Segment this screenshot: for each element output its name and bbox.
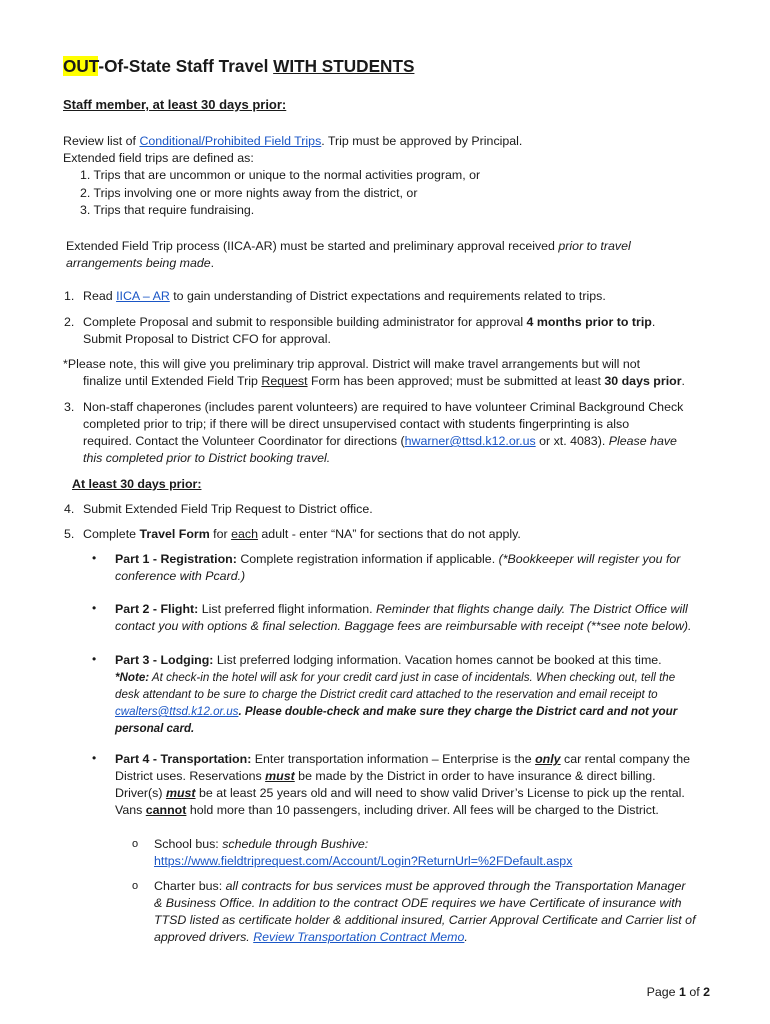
step-3-line-2: completed prior to trip; if there will be direct unsupervised contact with students fingerprinting is also xyxy=(83,417,630,431)
part-3-line-4 xyxy=(115,703,677,720)
page-title xyxy=(63,56,414,77)
part-4-line-1 xyxy=(115,751,690,768)
part-4-text: Vans xyxy=(115,803,146,817)
step-3-line-1: Non-staff chaperones (includes parent volunteers) are required to have volunteer Criminal Background Check xyxy=(83,400,684,414)
title-highlight: OUT xyxy=(63,56,99,76)
part-4-text: be at least 25 years old and will need to show valid Driver’s License to pick up the rental. xyxy=(195,786,685,800)
school-bus-line-2 xyxy=(154,853,572,870)
charter-bus-line-4 xyxy=(154,929,468,946)
process-text: Extended Field Trip process (IICA-AR) must be started and preliminary approval received xyxy=(66,239,559,253)
step-3-number: 3. xyxy=(64,400,75,414)
part-2-line-1 xyxy=(115,601,688,618)
part-2-line-2: contact you with options & final selection. Baggage fees are reimbursable with receipt (**see note below). xyxy=(115,619,692,633)
charter-bus-line-2: & Business Office. In addition to the contract ODE requires we have Certificate of insurance with xyxy=(154,896,682,910)
step-1 xyxy=(83,288,606,305)
process-line-2 xyxy=(66,255,214,272)
charter-bus-text: Charter bus: xyxy=(154,879,226,893)
definition-item: 3. Trips that require fundraising. xyxy=(80,203,255,217)
step-5-underline: each xyxy=(231,527,258,541)
note-bold: 30 days prior xyxy=(604,374,682,388)
step-5-text: adult - enter “NA” for sections that do not apply. xyxy=(257,527,521,541)
step-3-line-3 xyxy=(83,433,677,450)
title-middle: -Of-State Staff Travel xyxy=(98,56,274,76)
part-4-line-4 xyxy=(115,802,659,819)
part-1-line-1 xyxy=(115,551,680,568)
charter-bus-line-1 xyxy=(154,878,685,895)
cwalters-email-link[interactable]: cwalters@ttsd.k12.or.us xyxy=(115,705,239,718)
school-bus-line-1 xyxy=(154,836,368,853)
bullet-icon: • xyxy=(92,551,97,565)
step-3-line-4: this completed prior to District booking travel. xyxy=(83,451,331,465)
bullet-icon: • xyxy=(92,601,97,615)
part-4-emphasis: cannot xyxy=(145,803,187,817)
charter-bus-italic: approved drivers. xyxy=(154,930,254,944)
part-4-text: hold more than 10 passengers, including driver. All fees will be charged to the District. xyxy=(186,803,659,817)
step-1-pre: Read xyxy=(83,289,117,303)
part-2-italic: Reminder that flights change daily. The District Office will xyxy=(375,602,688,616)
conditional-trips-link[interactable]: Conditional/Prohibited Field Trips xyxy=(139,134,322,148)
part-3-line-1 xyxy=(115,652,662,669)
bullet-icon: • xyxy=(92,751,97,765)
note-text: Form has been approved; must be submitted at least xyxy=(307,374,605,388)
part-3-text: List preferred lodging information. Vacation homes cannot be booked at this time. xyxy=(213,653,662,667)
step-5-text: Complete xyxy=(83,527,140,541)
part-3-line-2 xyxy=(115,669,675,686)
review-line xyxy=(63,133,522,150)
step-5-bold: Travel Form xyxy=(139,527,210,541)
subheading: Staff member, at least 30 days prior: xyxy=(63,97,287,112)
charter-bus-line-3: TTSD listed as certificate holder & additional insured, Carrier Approval Certificate and Carrier list of xyxy=(154,913,696,927)
part-3-line-3: desk attendant to be sure to charge the District credit card attached to the reservation and email receipt to xyxy=(115,688,658,701)
charter-bus-text: . xyxy=(464,930,468,944)
step-2-line-1 xyxy=(83,314,655,331)
part-2-label: Part 2 - Flight: xyxy=(115,602,199,616)
circle-bullet-icon: o xyxy=(132,838,139,850)
step-3-text: required. Contact the Volunteer Coordinator for directions ( xyxy=(83,434,405,448)
part-3-italic: At check-in the hotel will ask for your credit card just in case of incidentals. When checking out, tell the xyxy=(149,671,676,684)
part-1-text: Complete registration information if applicable. xyxy=(236,552,499,566)
note-text: finalize until Extended Field Trip xyxy=(83,374,262,388)
part-3-note-label: *Note: xyxy=(115,671,150,684)
part-4-text: Driver(s) xyxy=(115,786,166,800)
note-line-1: *Please note, this will give you preliminary trip approval. District will make travel arrangements but will not xyxy=(63,357,641,371)
step-2-bold: 4 months prior to trip xyxy=(526,315,652,329)
page-number xyxy=(647,985,710,999)
page-current: 1 xyxy=(678,985,686,999)
part-1-line-2: conference with Pcard.) xyxy=(115,569,246,583)
part-4-text: be made by the District in order to have insurance & direct billing. xyxy=(294,769,656,783)
step-1-number: 1. xyxy=(64,289,75,303)
page-total: 2 xyxy=(703,985,710,999)
part-3-line-5: personal card. xyxy=(115,722,195,735)
part-4-text: District uses. Reservations xyxy=(115,769,266,783)
process-line-1 xyxy=(66,238,631,255)
note-underline: Request xyxy=(261,374,308,388)
part-2-text: List preferred flight information. xyxy=(198,602,376,616)
part-1-italic: (*Bookkeeper will register you for xyxy=(498,552,681,566)
part-4-text: car rental company the xyxy=(560,752,691,766)
bullet-icon: • xyxy=(92,652,97,666)
circle-bullet-icon: o xyxy=(132,880,139,892)
step-2-text: Complete Proposal and submit to responsible building administrator for approval xyxy=(83,315,527,329)
bushive-link[interactable]: https://www.fieldtriprequest.com/Account/Login?ReturnUrl=%2FDefault.aspx xyxy=(154,854,573,868)
part-4-line-2 xyxy=(115,768,656,785)
step-5-text: for xyxy=(209,527,232,541)
review-pre: Review list of xyxy=(63,134,140,148)
process-text: . xyxy=(210,256,215,270)
extended-intro: Extended field trips are defined as: xyxy=(63,151,254,165)
step-5-number: 5. xyxy=(64,527,75,541)
part-1-label: Part 1 - Registration: xyxy=(115,552,237,566)
part-4-emphasis: must xyxy=(265,769,295,783)
page-of: of xyxy=(685,985,704,999)
step-3-italic: Please have xyxy=(608,434,677,448)
at-least-heading: At least 30 days prior: xyxy=(72,477,202,491)
transportation-memo-link[interactable]: Review Transportation Contract Memo xyxy=(253,930,465,944)
step-2-number: 2. xyxy=(64,315,75,329)
part-4-emphasis: must xyxy=(165,786,196,800)
part-4-line-3 xyxy=(115,785,685,802)
part-3-label: Part 3 - Lodging: xyxy=(115,653,214,667)
charter-bus-italic: all contracts for bus services must be approved through the Transportation Manager xyxy=(225,879,686,893)
volunteer-email-link[interactable]: hwarner@ttsd.k12.or.us xyxy=(404,434,536,448)
definition-item: 2. Trips involving one or more nights away from the district, or xyxy=(80,186,418,200)
review-post: . Trip must be approved by Principal. xyxy=(321,134,523,148)
part-4-text: Enter transportation information – Enterprise is the xyxy=(251,752,536,766)
process-italic: prior to travel xyxy=(558,239,631,253)
page-label: Page xyxy=(646,985,679,999)
iica-ar-link[interactable]: IICA – AR xyxy=(116,289,170,303)
title-underlined: WITH STUDENTS xyxy=(273,56,415,76)
step-5 xyxy=(83,526,521,543)
note-line-2 xyxy=(83,373,685,390)
step-2-text: . xyxy=(651,315,656,329)
step-3-text: or xt. 4083). xyxy=(535,434,609,448)
note-text: . xyxy=(681,374,685,388)
part-4-label: Part 4 - Transportation: xyxy=(115,752,252,766)
step-1-post: to gain understanding of District expectations and requirements related to trips. xyxy=(169,289,606,303)
part-3-bold-italic: . Please double-check and make sure they charge the District card and not your xyxy=(238,705,678,718)
step-2-line-2: Submit Proposal to District CFO for approval. xyxy=(83,332,331,346)
school-bus-text: School bus: xyxy=(154,837,223,851)
definition-item: 1. Trips that are uncommon or unique to the normal activities program, or xyxy=(80,168,481,182)
part-4-emphasis: only xyxy=(535,752,561,766)
process-italic: arrangements being made xyxy=(66,256,211,270)
step-4-number: 4. xyxy=(64,502,75,516)
step-4: Submit Extended Field Trip Request to District office. xyxy=(83,502,373,516)
school-bus-italic: schedule through Bushive: xyxy=(222,837,369,851)
